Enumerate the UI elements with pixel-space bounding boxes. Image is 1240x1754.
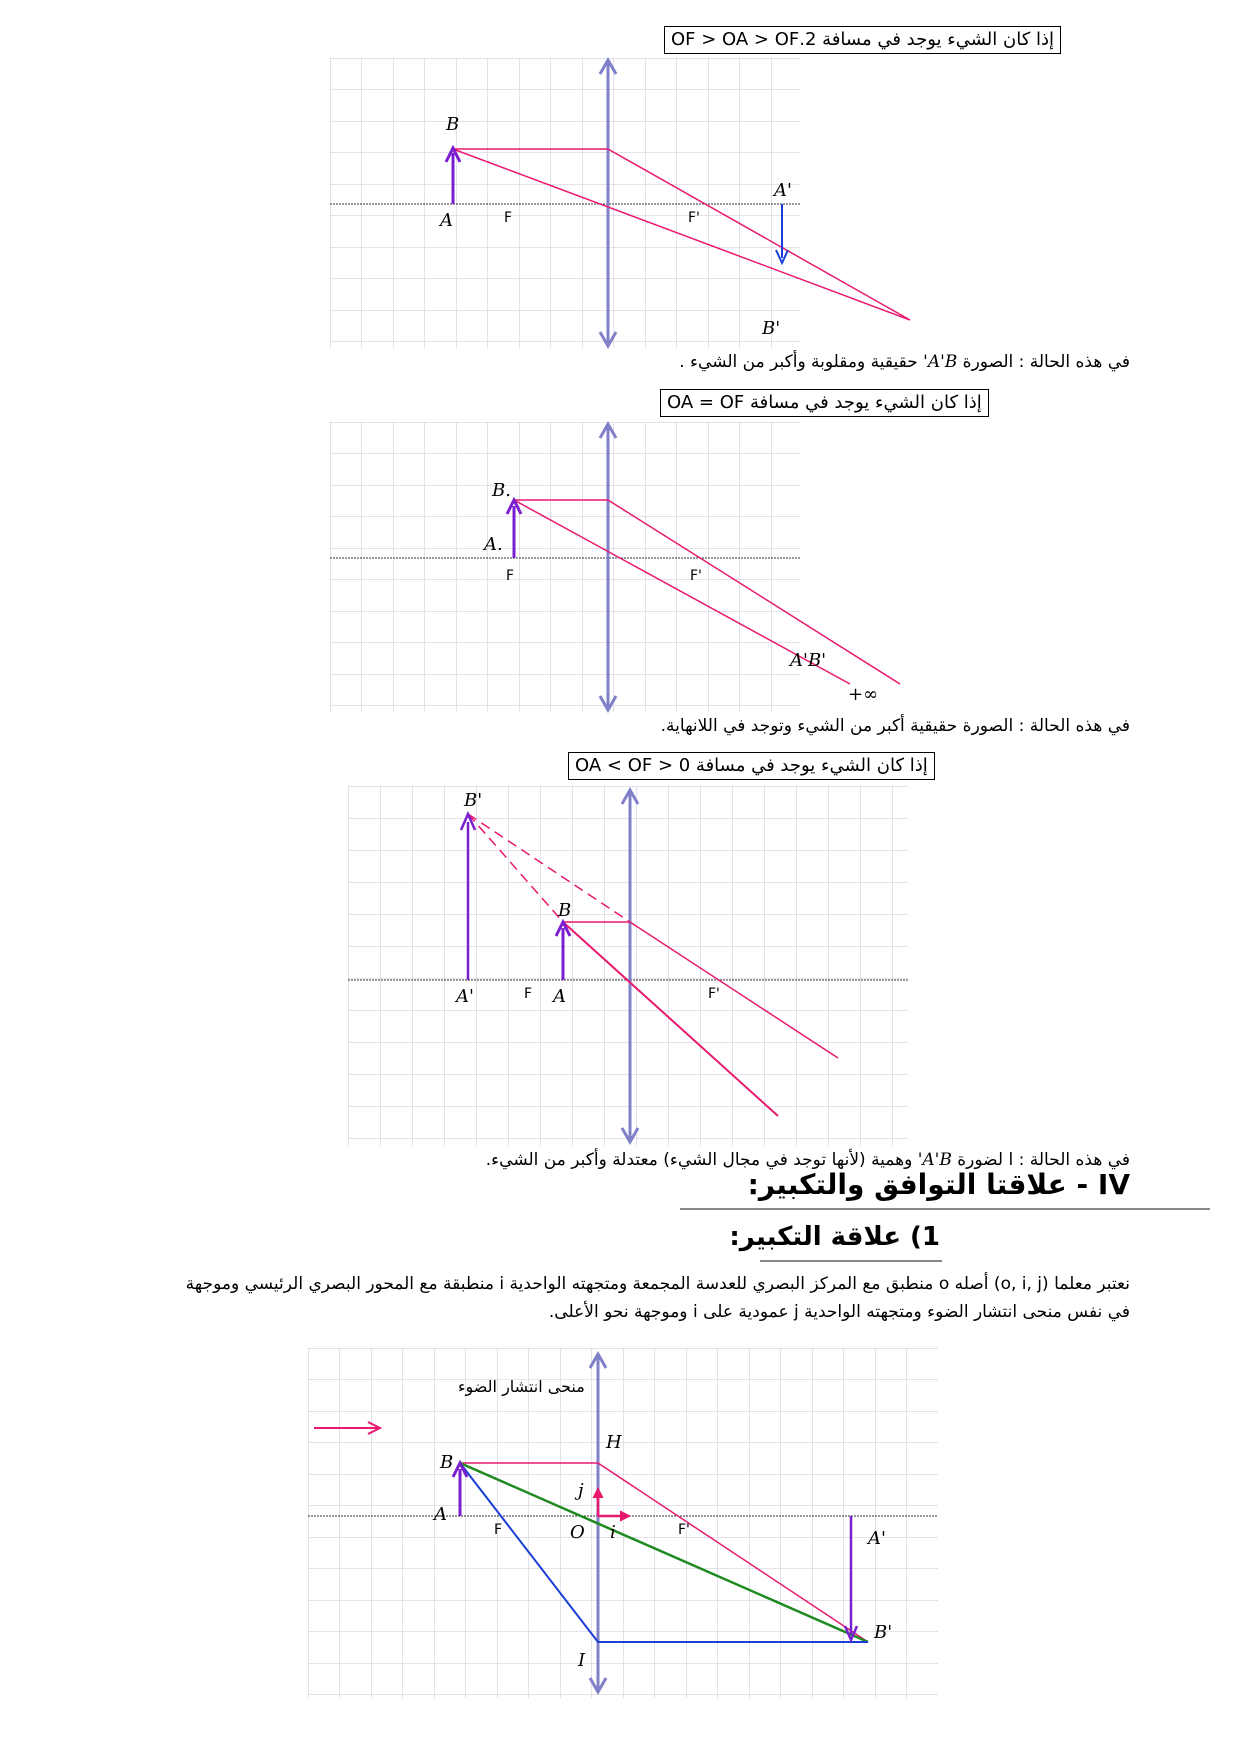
label-F: F: [524, 986, 533, 1002]
paragraph-line-1: نعتبر معلما (o, i, j) أصله o منطبق مع المركز البصري للعدسة المجمعة ومتجهته الواحدية i منطبقة مع المحور البصري الرئيسي وموجهة: [185, 1274, 1130, 1294]
label-Fp: F': [690, 568, 702, 584]
case1-caption-prefix: في هذه الحالة : الصورة: [962, 352, 1130, 372]
light-direction-label: منحى انتشار الضوء: [458, 1377, 585, 1396]
section-title-rule: [680, 1208, 1210, 1210]
label-Fp: F': [688, 210, 700, 226]
label-Ap: A': [774, 180, 792, 201]
label-A: A: [434, 1504, 447, 1525]
section-subtitle-rule: [760, 1260, 942, 1262]
grid: [308, 1348, 938, 1698]
label-Fp: F': [678, 1522, 690, 1538]
label-F: F: [494, 1522, 503, 1538]
label-infinity: +∞: [848, 684, 879, 705]
magnification-ray-diagram: [308, 1348, 938, 1698]
grid: [348, 786, 908, 1146]
label-B: B: [558, 900, 572, 921]
grid: [330, 58, 800, 348]
case1-condition-box: إذا كان الشيء يوجد في مسافة 2.OF > OA > OF: [664, 26, 1061, 54]
label-Bp: B': [464, 790, 483, 811]
case2-caption: في هذه الحالة : الصورة حقيقية أكبر من الشيء وتوجد في اللانهاية.: [660, 716, 1130, 736]
case3-caption: [486, 1150, 1130, 1170]
paragraph-line-2: في نفس منحى انتشار الضوء ومتجهته الواحدية j عمودية على i وموجهة نحو الأعلى.: [548, 1302, 1130, 1322]
section-subtitle: 1) علاقة التكبير:: [729, 1222, 940, 1252]
label-B: B: [446, 114, 460, 135]
label-Ap: A': [868, 1528, 886, 1549]
case3-condition-box: إذا كان الشيء يوجد في مسافة 0 < OA < OF: [568, 752, 935, 780]
grid: [330, 422, 800, 712]
case3-caption-symbol: A'B': [917, 1150, 952, 1170]
label-I: I: [578, 1650, 586, 1671]
label-O: O: [570, 1522, 585, 1543]
label-j: j: [578, 1480, 584, 1501]
case3-caption-prefix: في هذه الحالة : ا لضورة: [957, 1150, 1130, 1170]
case2-condition-box: إذا كان الشيء يوجد في مسافة OA = OF: [660, 389, 989, 417]
label-A: A: [553, 986, 566, 1007]
case1-ray-diagram: [330, 58, 800, 348]
label-B: B: [440, 1452, 454, 1473]
label-ApBp: A'B': [790, 650, 827, 671]
label-A: A.: [484, 534, 503, 555]
label-Bp: B': [874, 1622, 893, 1643]
label-A: A: [440, 210, 453, 231]
label-Bp: B': [762, 318, 781, 339]
case1-caption-suffix: حقيقية ومقلوبة وأكبر من الشيء .: [679, 352, 918, 372]
case3-caption-suffix: وهمية (لأنها توجد في مجال الشيء) معتدلة وأكبر من الشيء.: [485, 1150, 913, 1170]
section-title: IV - علاقتا التوافق والتكبير:: [747, 1168, 1130, 1201]
label-B: B.: [492, 480, 511, 501]
case2-ray-diagram: [330, 422, 879, 712]
label-F: F: [504, 210, 513, 226]
label-i: i: [610, 1522, 616, 1543]
label-H: H: [606, 1432, 622, 1453]
case3-ray-diagram: [348, 786, 908, 1146]
label-F: F: [506, 568, 515, 584]
label-Ap: A': [456, 986, 474, 1007]
case1-caption-symbol: A'B': [923, 352, 958, 372]
case1-caption: [679, 352, 1130, 372]
label-Fp: F': [708, 986, 720, 1002]
